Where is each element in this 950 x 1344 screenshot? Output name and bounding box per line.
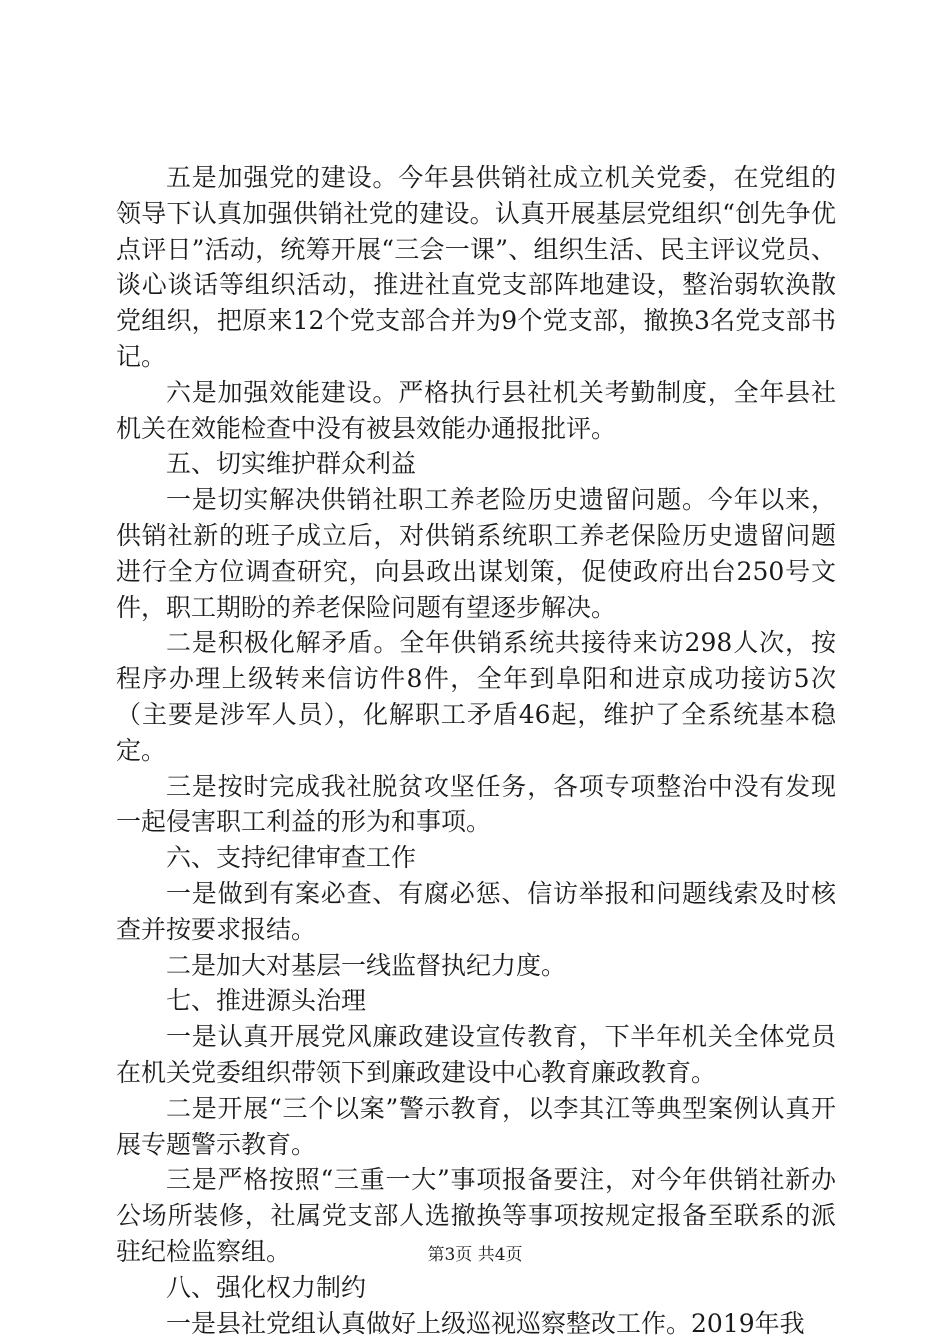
paragraph-resolve-conflicts: 二是积极化解矛盾。全年供销系统共接待来访298人次，按程序办理上级转来信访件8件，全年到阜阳和进京成功接访5次（主要是涉军人员），化解职工矛盾46起，维护了全系统基本稳定。 <box>116 628 836 765</box>
paragraph-efficiency-building: 六是加强效能建设。严格执行县社机关考勤制度，全年县社机关在效能检查中没有被县效能办通报批评。 <box>116 377 836 443</box>
paragraph-poverty-alleviation: 三是按时完成我社脱贫攻坚任务，各项专项整治中没有发现一起侵害职工利益的形为和事项。 <box>116 771 836 837</box>
paragraph-pension-issue: 一是切实解决供销社职工养老险历史遗留问题。今年以来，供销社新的班子成立后，对供销系统职工养老保险历史遗留问题进行全方位调查研究，向县政出谋划策，促使政府出台250号文件，职工期盼的养老保险问题有望逐步解决。 <box>116 485 836 622</box>
paragraph-inspection-rectification: 一是县社党组认真做好上级巡视巡察整改工作。2019年我 <box>166 1308 805 1338</box>
section-heading-7: 七、推进源头治理 <box>166 986 367 1016</box>
paragraph-supervision: 二是加大对基层一线监督执纪力度。 <box>166 950 567 980</box>
section-heading-5: 五、切实维护群众利益 <box>166 449 417 479</box>
section-heading-6: 六、支持纪律审查工作 <box>166 843 417 873</box>
paragraph-party-building: 五是加强党的建设。今年县供销社成立机关党委，在党组的领导下认真加强供销社党的建设。认真开展基层党组织“创先争优点评日”活动，统筹开展“三会一课”、组织生活、民主评议党员、谈心谈话等组织活动，推进社直党支部阵地建设，整治弱软涣散党组织，把原来12个党支部合并为9个党支部，撤换3名党支部书记。 <box>116 163 836 371</box>
paragraph-case-investigation: 一是做到有案必查、有腐必惩、信访举报和问题线索及时核查并按要求报结。 <box>116 878 836 944</box>
document-body <box>116 160 836 1341</box>
paragraph-integrity-education: 一是认真开展党风廉政建设宣传教育，下半年机关全体党员在机关党委组织带领下到廉政建设中心教育廉政教育。 <box>116 1022 836 1087</box>
paragraph-warning-education: 二是开展“三个以案”警示教育，以李其江等典型案例认真开展专题警示教育。 <box>116 1093 836 1159</box>
page-number-footer: 第3页 共4页 <box>427 1245 523 1265</box>
paragraph-reporting-rules: 三是严格按照“三重一大”事项报备要注，对今年供销社新办公场所装修，社属党支部人选撤换等事项按规定报备至联系的派驻纪检监察组。 <box>116 1165 836 1266</box>
section-heading-8: 八、强化权力制约 <box>166 1272 367 1302</box>
